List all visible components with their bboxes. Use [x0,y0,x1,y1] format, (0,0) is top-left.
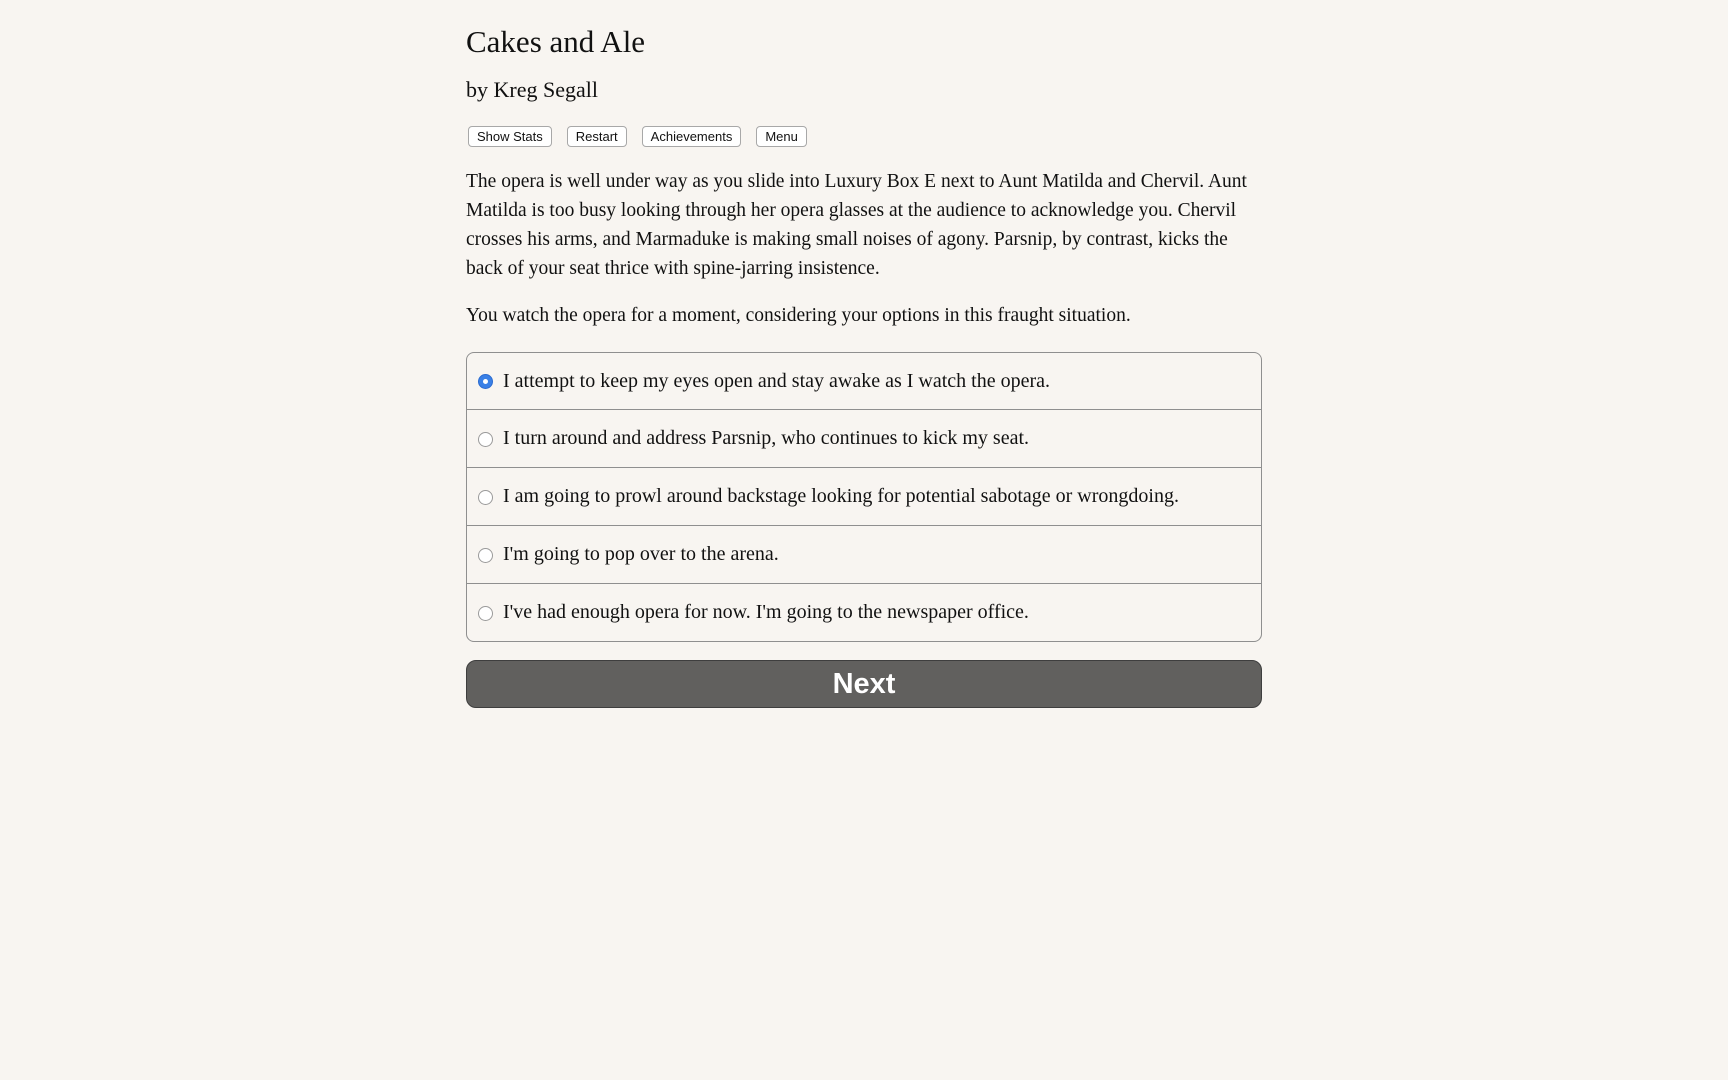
choice-label: I turn around and address Parsnip, who continues to kick my seat. [503,427,1030,449]
radio-button[interactable] [478,374,493,389]
game-title: Cakes and Ale [466,24,646,59]
radio-button[interactable] [478,606,493,621]
toolbar [468,126,807,147]
choice-option-2[interactable] [467,409,1261,467]
story-text [466,167,1266,348]
next-button[interactable]: Next [466,660,1262,708]
story-paragraph: The opera is well under way as you slide into Luxury Box E next to Aunt Matilda and Chervil. Aunt Matilda is too busy looking through her opera glasses at the audience to acknowledge you. Chervil crosses his arms, and Marmaduke is making small noises of agony. Parsnip, by contrast, kicks the back of your seat thrice with spine-jarring insistence. [466,171,1247,279]
choice-option-4[interactable] [467,525,1261,583]
radio-button[interactable] [478,490,493,505]
show-stats-button[interactable]: Show Stats [468,126,552,147]
choice-label: I attempt to keep my eyes open and stay awake as I watch the opera. [503,369,1051,392]
choice-label: I'm going to pop over to the arena. [503,543,779,565]
game-author: by Kreg Segall [466,77,598,102]
story-paragraph: You watch the opera for a moment, considering your options in this fraught situation. [466,305,1131,326]
menu-button[interactable]: Menu [756,126,807,147]
choice-label: I've had enough opera for now. I'm going to the newspaper office. [503,601,1029,623]
choice-list [466,352,1262,642]
choice-option-3[interactable] [467,467,1261,525]
restart-button[interactable]: Restart [567,126,627,147]
choice-option-5[interactable] [467,583,1261,641]
achievements-button[interactable]: Achievements [642,126,742,147]
radio-button[interactable] [478,432,493,447]
choice-label: I am going to prowl around backstage looking for potential sabotage or wrongdoing. [503,485,1179,507]
choice-option-1[interactable] [467,353,1261,409]
radio-button[interactable] [478,548,493,563]
